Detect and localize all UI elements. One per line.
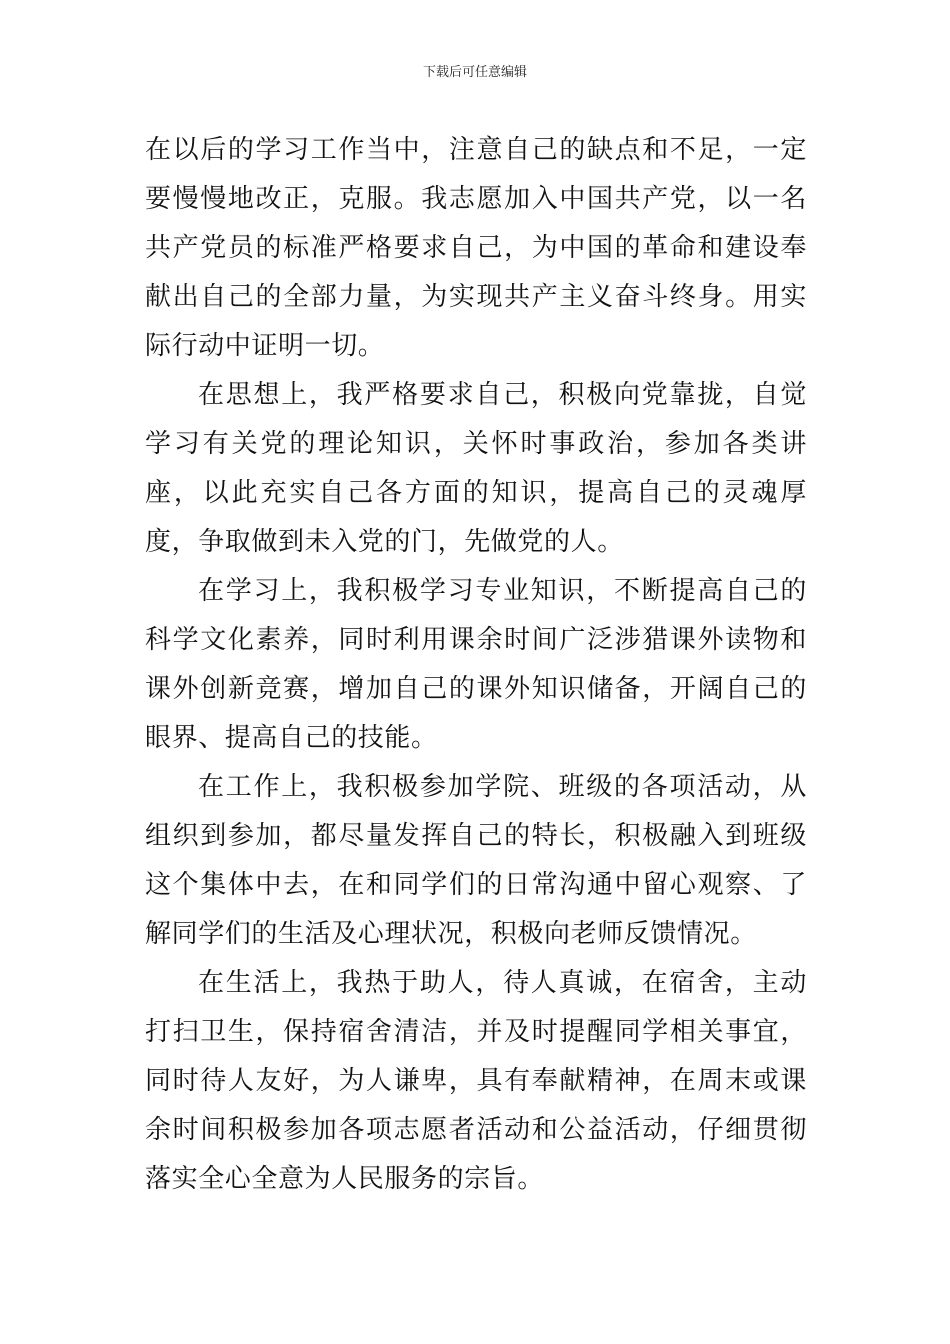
document-body	[145, 126, 807, 1204]
paragraph-ideology: 在思想上，我严格要求自己，积极向党靠拢，自觉学习有关党的理论知识，关怀时事政治，参加各类讲座，以此充实自己各方面的知识，提高自己的灵魂厚度，争取做到未入党的门，先做党的人。	[145, 380, 807, 557]
header-note: 下载后可任意编辑	[422, 65, 527, 80]
paragraph-continuation: 在以后的学习工作当中，注意自己的缺点和不足，一定要慢慢地改正，克服。我志愿加入中国共产党，以一名共产党员的标准严格要求自己，为中国的革命和建设奉献出自己的全部力量，为实现共产主义奋斗终身。用实际行动中证明一切。	[145, 135, 807, 361]
paragraph-work: 在工作上，我积极参加学院、班级的各项活动，从组织到参加，都尽量发挥自己的特长，积极融入到班级这个集体中去，在和同学们的日常沟通中留心观察、了解同学们的生活及心理状况，积极向老师反馈情况。	[145, 772, 807, 949]
paragraph-study: 在学习上，我积极学习专业知识，不断提高自己的科学文化素养，同时利用课余时间广泛涉猎课外读物和课外创新竞赛，增加自己的课外知识储备，开阔自己的眼界、提高自己的技能。	[145, 576, 807, 753]
paragraph-life: 在生活上，我热于助人，待人真诚，在宿舍，主动打扫卫生，保持宿舍清洁，并及时提醒同学相关事宜，同时待人友好，为人谦卑，具有奉献精神，在周末或课余时间积极参加各项志愿者活动和公益活动，仔细贯彻落实全心全意为人民服务的宗旨。	[145, 968, 807, 1194]
